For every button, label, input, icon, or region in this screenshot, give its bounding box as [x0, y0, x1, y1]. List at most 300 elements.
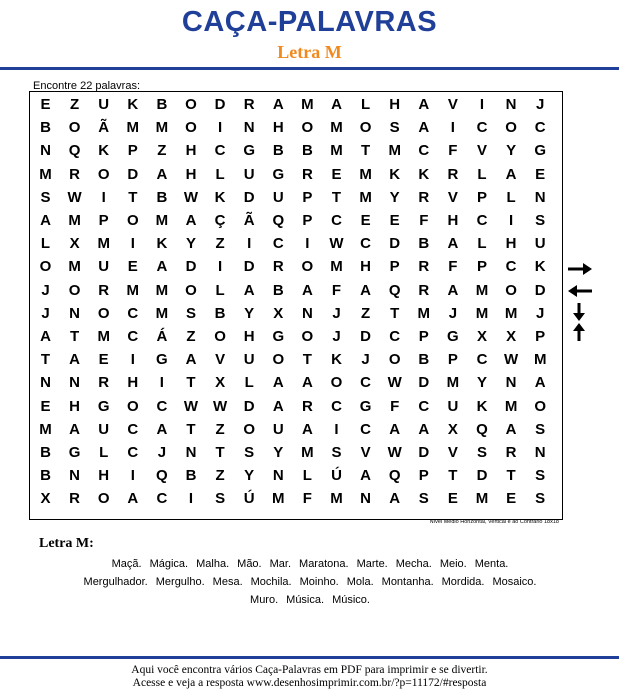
- grid-cell: X: [506, 328, 517, 345]
- grid-cell: N: [40, 142, 51, 160]
- grid-cell: M: [97, 328, 110, 345]
- grid-cell: T: [128, 188, 138, 206]
- word-item: Mochila.: [250, 576, 292, 588]
- instruction-text: Encontre 22 palavras:: [33, 80, 141, 92]
- grid-cell: A: [418, 96, 430, 113]
- grid-cell: Z: [215, 235, 225, 253]
- grid-cell: W: [67, 188, 82, 206]
- grid-cell: M: [272, 490, 285, 508]
- grid-cell: K: [127, 96, 139, 113]
- grid-cell: O: [126, 397, 139, 415]
- grid-cell: T: [390, 304, 400, 322]
- grid-cell: B: [418, 351, 430, 369]
- grid-cell: F: [331, 281, 342, 299]
- grid-cell: M: [417, 304, 431, 322]
- grid-cell: C: [214, 142, 226, 160]
- grid-cell: S: [535, 467, 546, 485]
- grid-cell: I: [159, 374, 164, 392]
- grid-cell: Q: [388, 281, 401, 299]
- grid-cell: H: [185, 142, 197, 160]
- grid-cell: K: [418, 165, 430, 183]
- grid-cell: Q: [476, 420, 488, 438]
- grid-cell: M: [126, 281, 140, 299]
- grid-cell: A: [389, 420, 401, 438]
- grid-cell: G: [359, 397, 372, 415]
- grid-cell: U: [98, 258, 110, 276]
- grid-cell: M: [359, 188, 372, 206]
- footer-line-2: Acesse e veja a resposta www.desenhosimprimir.com.br/?p=11172/#resposta: [132, 677, 487, 689]
- grid-cell: O: [388, 351, 401, 369]
- grid-cell: A: [272, 96, 284, 113]
- grid-cell: E: [360, 212, 371, 229]
- grid-cell: V: [447, 188, 458, 206]
- grid-cell: O: [97, 304, 110, 322]
- grid-cell: A: [505, 165, 517, 183]
- grid-cell: O: [505, 281, 517, 299]
- grid-cell: A: [185, 212, 197, 229]
- grid-cell: A: [40, 212, 51, 229]
- grid-cell: D: [476, 467, 488, 485]
- grid-cell: P: [127, 142, 138, 160]
- grid-cell: P: [389, 258, 400, 276]
- grid-cell: C: [534, 119, 546, 137]
- grid-cell: Q: [68, 142, 81, 160]
- grid-cell: R: [447, 165, 459, 183]
- grid-cell: Ú: [331, 467, 342, 485]
- grid-cell: B: [272, 281, 284, 299]
- grid-cell: A: [447, 235, 459, 253]
- grid-cell: C: [476, 212, 488, 229]
- grid-cell: P: [98, 212, 109, 229]
- word-item: Meio.: [439, 558, 467, 570]
- grid-cell: O: [68, 119, 81, 137]
- grid-cell: R: [243, 96, 255, 113]
- grid-cell: N: [505, 96, 517, 113]
- grid-cell: Ç: [214, 212, 226, 229]
- grid-cell: C: [127, 328, 139, 345]
- grid-cell: D: [534, 281, 546, 299]
- grid-cell: C: [476, 351, 488, 369]
- grid-cell: G: [68, 444, 81, 461]
- grid-cell: S: [40, 188, 51, 206]
- grid-cell: R: [301, 397, 313, 415]
- grid-cell: K: [389, 165, 401, 183]
- grid-cell: U: [98, 96, 110, 113]
- grid-cell: A: [127, 490, 139, 508]
- grid-cell: O: [126, 212, 139, 229]
- word-item: Músico.: [332, 594, 370, 606]
- grid-cell: V: [447, 96, 458, 113]
- grid-cell: C: [360, 374, 372, 392]
- grid-cell: B: [214, 304, 226, 322]
- grid-cell: N: [505, 374, 517, 392]
- grid-cell: P: [418, 467, 429, 485]
- grid-cell: M: [330, 258, 343, 276]
- grid-cell: B: [418, 235, 430, 253]
- grid-cell: P: [476, 188, 487, 206]
- grid-cell: A: [418, 119, 430, 137]
- grid-cell: T: [186, 374, 196, 392]
- level-note: Nível Médio Horizontal, Vertical e ao Contrário 18x18: [429, 519, 559, 525]
- grid-cell: D: [418, 444, 430, 461]
- grid-cell: M: [475, 304, 489, 322]
- grid-cell: P: [418, 328, 429, 345]
- grid-cell: H: [272, 119, 284, 137]
- grid-cell: A: [360, 467, 372, 485]
- grid-cell: I: [509, 212, 514, 229]
- grid-cell: H: [447, 212, 459, 229]
- grid-cell: N: [69, 374, 81, 392]
- grid-cell: W: [504, 351, 519, 369]
- grid-cell: Ú: [243, 490, 255, 508]
- grid-cell: K: [98, 142, 110, 160]
- grid-cell: A: [156, 165, 168, 183]
- grid-cell: J: [361, 351, 370, 369]
- grid-cell: T: [361, 142, 371, 160]
- grid-cell: E: [127, 258, 138, 276]
- word-item: Muro.: [250, 594, 279, 606]
- grid-cell: X: [215, 374, 226, 392]
- grid-cell: L: [215, 165, 225, 183]
- arrow-left-icon: [566, 284, 594, 298]
- grid-cell: C: [272, 235, 284, 253]
- grid-cell: Ã: [98, 119, 110, 137]
- grid-cell: A: [331, 96, 342, 113]
- grid-cell: M: [155, 119, 169, 137]
- grid-cell: M: [39, 165, 52, 183]
- grid-cell: N: [534, 444, 546, 461]
- grid-cell: F: [390, 397, 400, 415]
- grid-cell: X: [447, 420, 458, 438]
- grid-cell: A: [534, 374, 546, 392]
- grid-cell: Y: [244, 304, 255, 322]
- grid-cell: Z: [361, 304, 371, 322]
- grid-cell: R: [418, 258, 430, 276]
- word-list-title: Letra M:: [39, 536, 94, 551]
- grid-cell: T: [331, 188, 342, 206]
- grid-cell: R: [69, 165, 81, 183]
- grid-cell: C: [156, 397, 168, 415]
- word-item: Mão.: [237, 558, 262, 570]
- grid-cell: C: [156, 490, 168, 508]
- grid-cell: M: [68, 258, 81, 276]
- grid-cell: G: [156, 351, 168, 369]
- grid-cell: L: [40, 235, 51, 253]
- grid-cell: M: [155, 304, 169, 322]
- grid-cell: O: [185, 119, 197, 137]
- grid-cell: R: [98, 374, 110, 392]
- grid-cell: I: [188, 490, 194, 508]
- bottom-divider: [0, 656, 619, 659]
- word-item: Mergulho.: [155, 576, 205, 588]
- grid-cell: Ã: [243, 212, 255, 229]
- grid-cell: I: [247, 235, 252, 253]
- grid-cell: Z: [215, 420, 225, 438]
- grid-cell: E: [506, 490, 517, 508]
- grid-cell: O: [301, 258, 314, 276]
- grid-cell: A: [272, 397, 284, 415]
- grid-cell: D: [214, 96, 226, 113]
- grid-cell: I: [305, 235, 310, 253]
- grid-cell: B: [185, 467, 197, 485]
- grid-cell: M: [388, 142, 401, 160]
- grid-cell: Z: [186, 328, 196, 345]
- word-list-line: [30, 555, 590, 573]
- grid-cell: O: [68, 281, 81, 299]
- grid-cell: U: [243, 351, 255, 369]
- grid-cell: A: [272, 374, 284, 392]
- grid-cell: C: [331, 397, 342, 415]
- grid-cell: K: [214, 188, 226, 206]
- grid-cell: R: [272, 258, 284, 276]
- arrow-right-icon: [566, 262, 594, 276]
- grid-cell: C: [418, 397, 430, 415]
- grid-cell: S: [331, 444, 342, 461]
- word-item: Mordida.: [441, 576, 485, 588]
- grid-cell: N: [301, 304, 313, 322]
- grid-cell: O: [243, 420, 256, 438]
- grid-cell: D: [243, 397, 255, 415]
- grid-cell: F: [448, 258, 458, 276]
- grid-cell: P: [302, 212, 313, 229]
- word-item: Mecha.: [395, 558, 432, 570]
- page-title: CAÇA-PALAVRAS: [181, 6, 438, 38]
- grid-cell: W: [329, 235, 344, 253]
- grid-cell: B: [40, 444, 51, 461]
- word-item: Mar.: [269, 558, 292, 570]
- grid-cell: G: [272, 328, 285, 345]
- grid-cell: M: [330, 490, 343, 508]
- grid-cell: J: [41, 281, 50, 299]
- word-item: Menta.: [474, 558, 509, 570]
- arrow-up-icon: [571, 322, 587, 342]
- grid-cell: X: [69, 235, 80, 253]
- grid-cell: O: [97, 165, 110, 183]
- grid-cell: M: [155, 212, 169, 229]
- grid-cell: M: [475, 281, 489, 299]
- grid-cell: U: [534, 235, 546, 253]
- grid-cell: Z: [70, 96, 80, 113]
- grid-cell: I: [218, 258, 223, 276]
- grid-cell: N: [360, 490, 372, 508]
- word-list: [30, 555, 590, 609]
- grid-cell: B: [40, 467, 51, 485]
- grid-cell: M: [155, 281, 169, 299]
- grid-cell: Y: [185, 235, 196, 253]
- grid-cell: O: [301, 328, 314, 345]
- grid-cell: Y: [476, 374, 487, 392]
- grid-cell: N: [69, 304, 81, 322]
- grid-cell: V: [215, 351, 226, 369]
- word-item: Marte.: [356, 558, 388, 570]
- grid-cell: R: [98, 281, 110, 299]
- grid-cell: L: [361, 96, 371, 113]
- grid-cell: A: [447, 281, 459, 299]
- grid-cell: E: [40, 397, 51, 415]
- page-subtitle: Letra M: [277, 42, 342, 62]
- grid-cell: C: [127, 304, 139, 322]
- grid-cell: I: [450, 119, 455, 137]
- grid-cell: B: [156, 96, 168, 113]
- grid-cell: M: [330, 119, 343, 137]
- grid-cell: A: [243, 281, 255, 299]
- grid-cell: C: [127, 444, 139, 461]
- grid-cell: Y: [506, 142, 517, 160]
- grid-cell: J: [536, 304, 545, 322]
- grid-cell: S: [244, 444, 255, 461]
- grid-cell: F: [448, 142, 458, 160]
- grid-cell: A: [418, 420, 430, 438]
- grid-cell: J: [448, 304, 458, 322]
- grid-cell: O: [505, 119, 517, 137]
- grid-cell: A: [185, 351, 197, 369]
- grid-cell: K: [331, 351, 342, 369]
- grid-cell: H: [243, 328, 255, 345]
- grid-cell: C: [476, 119, 488, 137]
- grid-cell: I: [479, 96, 485, 113]
- grid-cell: L: [302, 467, 312, 485]
- top-divider: [0, 67, 619, 70]
- grid-cell: D: [185, 258, 197, 276]
- grid-cell: C: [360, 420, 372, 438]
- grid-cell: L: [244, 374, 254, 392]
- grid-cell: N: [243, 119, 255, 137]
- grid-cell: Q: [156, 467, 168, 485]
- grid-cell: U: [243, 165, 255, 183]
- grid-cell: I: [130, 235, 135, 253]
- grid-cell: O: [185, 96, 197, 113]
- word-item: Montanha.: [381, 576, 434, 588]
- grid-cell: T: [186, 420, 196, 438]
- grid-cell: A: [301, 281, 313, 299]
- grid-cell: R: [69, 490, 81, 508]
- grid-cell: A: [69, 351, 81, 369]
- footer: [0, 664, 619, 690]
- grid-cell: T: [448, 467, 458, 485]
- grid-cell: K: [534, 258, 546, 276]
- grid-cell: M: [533, 351, 547, 369]
- arrow-down-icon: [571, 302, 587, 322]
- grid-cell: H: [69, 397, 81, 415]
- grid-cell: H: [98, 467, 110, 485]
- grid-cell: S: [215, 490, 226, 508]
- grid-cell: M: [475, 490, 489, 508]
- footer-line-1: Aqui você encontra vários Caça-Palavras em PDF para imprimir e se divertir.: [131, 664, 488, 676]
- grid-cell: A: [156, 258, 168, 276]
- word-item: Mágica.: [149, 558, 189, 570]
- grid-cell: J: [332, 304, 341, 322]
- grid-cell: S: [389, 119, 400, 137]
- grid-cell: Y: [244, 467, 255, 485]
- grid-cell: O: [359, 119, 372, 137]
- grid-cell: M: [301, 96, 314, 113]
- grid-cell: N: [69, 467, 81, 485]
- grid-cell: B: [156, 188, 168, 206]
- word-item: Música.: [286, 594, 325, 606]
- grid-cell: F: [419, 212, 429, 229]
- word-item: Maçã.: [111, 558, 142, 570]
- grid-cell: Q: [272, 212, 285, 229]
- grid-cell: L: [506, 188, 516, 206]
- grid-cell: I: [218, 119, 223, 137]
- grid-cell: B: [272, 142, 284, 160]
- word-item: Mesa.: [212, 576, 243, 588]
- grid-cell: R: [418, 188, 430, 206]
- grid-cell: F: [302, 490, 312, 508]
- grid-cell: Y: [389, 188, 400, 206]
- grid-cell: H: [389, 96, 401, 113]
- word-item: Moinho.: [299, 576, 339, 588]
- grid-cell: H: [185, 165, 197, 183]
- grid-cell: A: [301, 420, 313, 438]
- grid-cell: G: [97, 397, 110, 415]
- grid-cell: C: [360, 235, 372, 253]
- grid-cell: M: [504, 304, 518, 322]
- grid-cell: X: [273, 304, 284, 322]
- grid-cell: H: [505, 235, 517, 253]
- grid-cell: A: [301, 374, 313, 392]
- grid-cell: W: [213, 397, 228, 415]
- grid-cell: G: [447, 328, 459, 345]
- grid-cell: S: [535, 212, 546, 229]
- grid-cell: G: [534, 142, 547, 160]
- grid-cell: T: [506, 467, 516, 485]
- grid-cell: E: [535, 165, 546, 183]
- grid-cell: U: [447, 397, 459, 415]
- word-search-grid: [29, 91, 563, 520]
- grid-cell: B: [301, 142, 313, 160]
- grid-cell: N: [272, 467, 284, 485]
- word-list-line: [30, 573, 590, 591]
- grid-cell: X: [476, 328, 487, 345]
- grid-cell: C: [505, 258, 517, 276]
- grid-cell: M: [39, 420, 52, 438]
- grid-cell: J: [332, 328, 341, 345]
- grid-cell: S: [418, 490, 429, 508]
- grid-cell: A: [69, 420, 81, 438]
- grid-cell: O: [214, 328, 226, 345]
- grid-cell: K: [156, 235, 168, 253]
- grid-cell: A: [156, 420, 168, 438]
- grid-cell: G: [272, 165, 285, 183]
- grid-cell: P: [447, 351, 458, 369]
- grid-cell: S: [535, 490, 546, 508]
- grid-cell: D: [243, 188, 255, 206]
- grid-cell: H: [127, 374, 139, 392]
- grid-cell: C: [127, 420, 139, 438]
- grid-cell: L: [99, 444, 109, 461]
- grid-cell: C: [418, 142, 430, 160]
- grid-cell: U: [98, 420, 110, 438]
- word-item: Maratona.: [299, 558, 349, 570]
- grid-cell: O: [272, 351, 285, 369]
- grid-cell: P: [535, 328, 546, 345]
- grid-cell: N: [534, 188, 546, 206]
- grid-cell: I: [101, 188, 106, 206]
- grid-cell: O: [39, 258, 52, 276]
- grid-cell: C: [331, 212, 342, 229]
- grid-cell: J: [536, 96, 545, 113]
- grid-cell: M: [330, 142, 343, 160]
- grid-cell: D: [360, 328, 372, 345]
- grid-cell: K: [476, 397, 488, 415]
- grid-cell: N: [185, 444, 197, 461]
- grid-cell: A: [505, 420, 517, 438]
- grid-cell: W: [183, 397, 199, 415]
- grid-cell: Z: [157, 142, 167, 160]
- grid-cell: X: [40, 490, 51, 508]
- grid-cell: T: [40, 351, 51, 369]
